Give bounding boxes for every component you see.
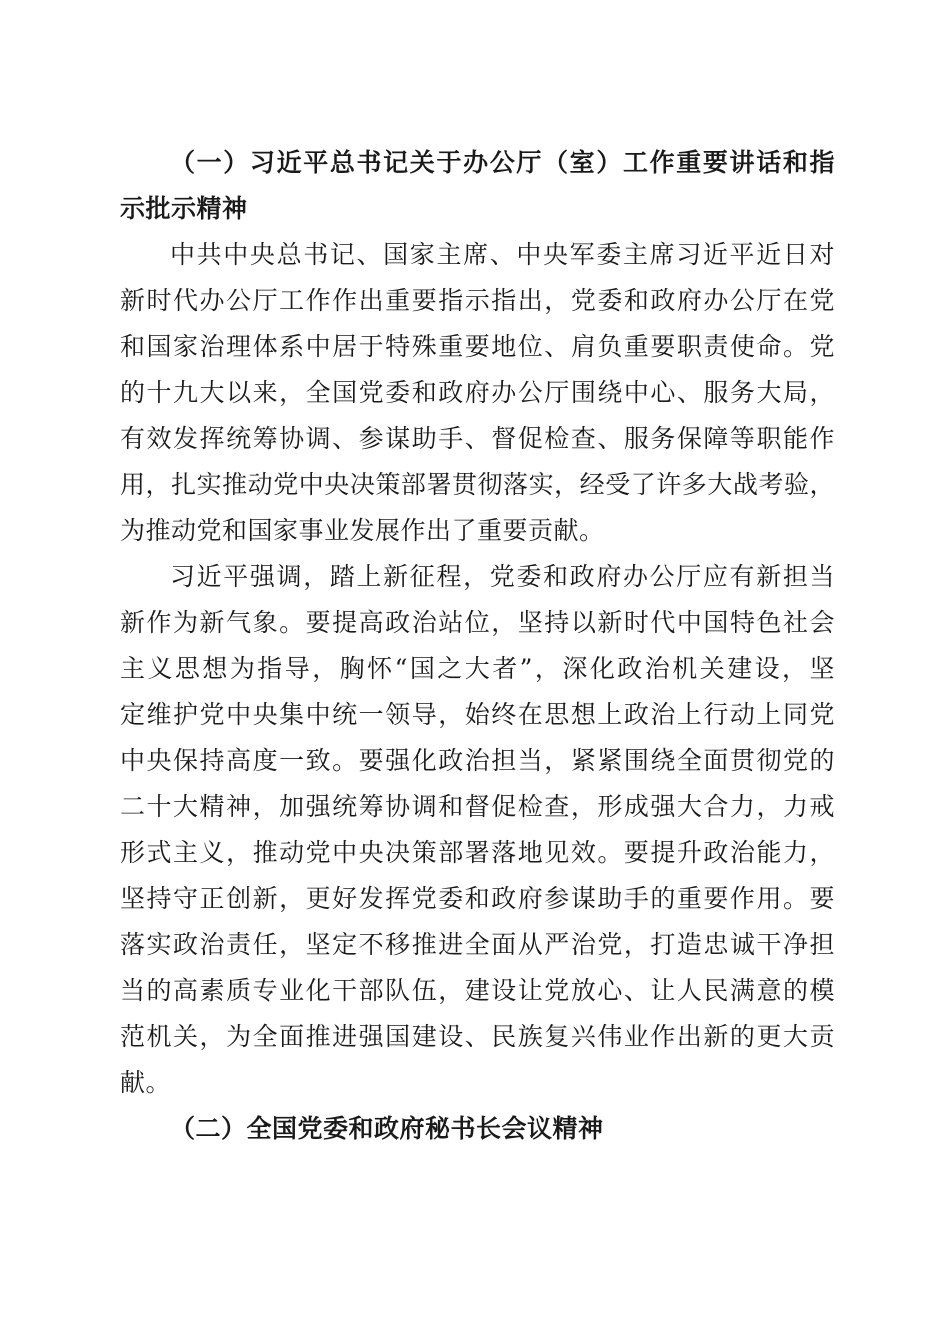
paragraph-line: 为推动党和国家事业发展作出了重要贡献。 [120,516,605,545]
section-heading-2 [120,1106,835,1152]
document-body [120,140,835,1152]
paragraph-line: 定维护党中央集中统一领导，始终在思想上政治上行动上同党 [120,700,835,729]
paragraph-line: 用，扎实推动党中央决策部署贯彻落实，经受了许多大战考验， [120,470,835,499]
paragraph-line: 当的高素质专业化干部队伍，建设让党放心、让人民满意的模 [120,976,835,1005]
paragraph-line: 中央保持高度一致。要强化政治担当，紧紧围绕全面贯彻党的 [120,746,835,775]
paragraph-line: 范机关，为全面推进强国建设、民族复兴伟业作出新的更大贡 [120,1022,835,1051]
paragraph-2 [120,554,835,1106]
paragraph-line: 新作为新气象。要提高政治站位，坚持以新时代中国特色社会 [120,608,835,637]
paragraph-line: 献。 [120,1068,172,1097]
paragraph-line: 坚持守正创新，更好发挥党委和政府参谋助手的重要作用。要 [120,884,835,913]
paragraph-line: 有效发挥统筹协调、参谋助手、督促检查、服务保障等职能作 [120,424,835,453]
paragraph-line: 新时代办公厅工作作出重要指示指出，党委和政府办公厅在党 [120,286,835,315]
section-heading-1 [120,140,835,232]
heading-line: （二）全国党委和政府秘书长会议精神 [170,1114,604,1143]
paragraph-line: 的十九大以来，全国党委和政府办公厅围绕中心、服务大局， [120,378,835,407]
paragraph-line: 形式主义，推动党中央决策部署落地见效。要提升政治能力， [120,838,835,867]
paragraph-line: 二十大精神，加强统筹协调和督促检查，形成强大合力，力戒 [120,792,835,821]
paragraph-line: 习近平强调，踏上新征程，党委和政府办公厅应有新担当 [170,562,835,591]
paragraph-line: 和国家治理体系中居于特殊重要地位、肩负重要职责使命。党 [120,332,835,361]
paragraph-line: 中共中央总书记、国家主席、中央军委主席习近平近日对 [170,240,835,269]
paragraph-line: 落实政治责任，坚定不移推进全面从严治党，打造忠诚干净担 [120,930,835,959]
heading-line: （一）习近平总书记关于办公厅（室）工作重要讲话和指 [170,148,835,177]
paragraph-1 [120,232,835,554]
heading-line: 示批示精神 [120,194,248,223]
paragraph-line: 主义思想为指导，胸怀“国之大者”，深化政治机关建设，坚 [120,654,835,683]
